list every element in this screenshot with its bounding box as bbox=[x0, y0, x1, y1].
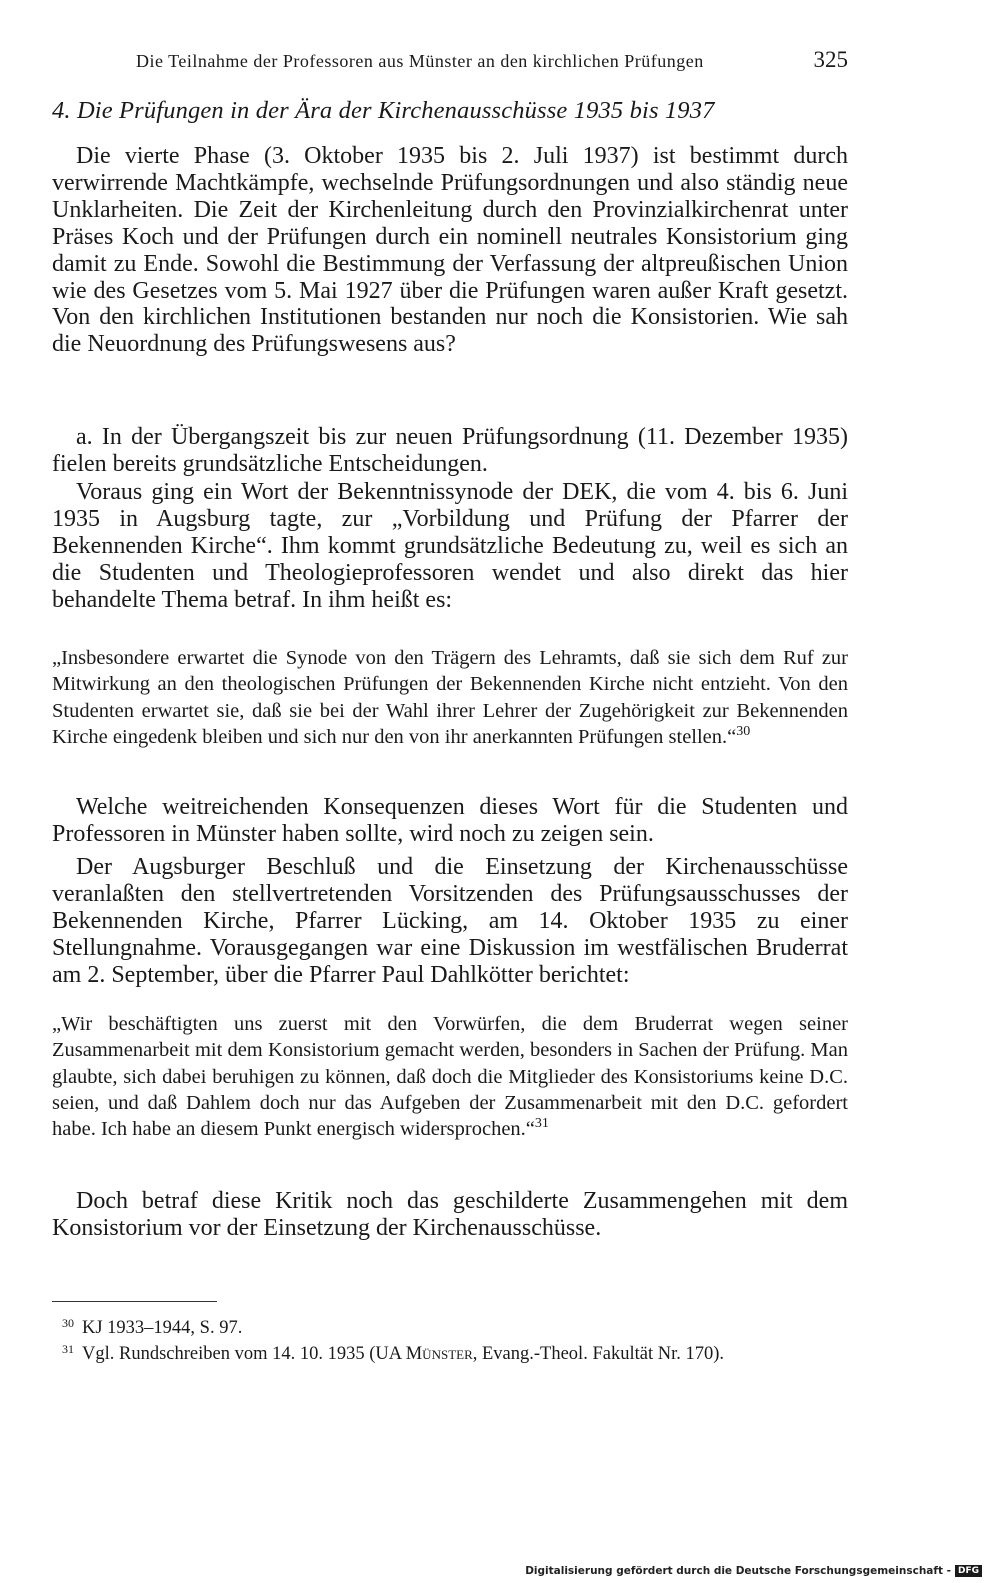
footnote-text: KJ 1933–1944, S. 97. bbox=[82, 1318, 243, 1338]
section-title: 4. Die Prüfungen in der Ära der Kirchenausschüsse 1935 bis 1937 bbox=[52, 97, 715, 124]
page-header bbox=[52, 47, 848, 80]
quote-synod bbox=[52, 645, 848, 750]
footnote-31 bbox=[62, 1342, 724, 1365]
paragraph-synod-word: Voraus ging ein Wort der Bekenntnissynode der DEK, die vom 4. bis 6. Juni 1935 in Augsburg tagte, zur „Vorbildung und Prüfung der Pfarrer der Bekennenden Kirche“. Ihm kommt grundsätzliche Bedeutung zu, weil es sich an die Studenten und Theologieprofessoren wendet und also direkt das hier behandelte Thema betraf. In ihm heißt es: bbox=[52, 479, 848, 613]
footnote-ref-30: 30 bbox=[736, 723, 751, 739]
footnote-number: 30 bbox=[62, 1316, 74, 1330]
quote-dahlkoetter-text: „Wir beschäftigten uns zuerst mit den Vorwürfen, die dem Bruderrat wegen seiner Zusammenarbeit mit dem Konsistorium gemacht werden, besonders in Sachen der Prüfung. Man glaubte, sich dabei beruhigen zu können, daß doch die Mitglieder des Konsistoriums keine D.C. seien, und daß Dahlem doch nur das Aufgeben der Zusammenarbeit mit den D.C. gefordert habe. Ich habe an diesem Punkt energisch widersprochen.“ bbox=[52, 1013, 848, 1141]
paragraph-augsburg: Der Augsburger Beschluß und die Einsetzung der Kirchenausschüsse veranlaßten den stellvertretenden Vorsitzenden des Prüfungsausschusses der Bekennenden Kirche, Pfarrer Lücking, am 14. Oktober 1935 zu einer Stellungnahme. Vorausgegangen war eine Diskussion im westfälischen Bruderrat am 2. September, über die Pfarrer Paul Dahlkötter berichtet: bbox=[52, 854, 848, 988]
quote-synod-text: „Insbesondere erwartet die Synode von den Trägern des Lehramts, daß sie sich dem Ruf zur Mitwirkung an den theologischen Prüfungen der Bekennenden Kirche nicht entzieht. Von den Studenten erwartet sie, daß sie bei der Wahl ihrer Lehrer der Zugehörigkeit zur Bekennenden Kirche eingedenk bleiben und sich nur den von ihr anerkannten Prüfungen stellen.“ bbox=[52, 647, 848, 748]
page-number: 325 bbox=[813, 47, 848, 72]
paragraph-consequences: Welche weitreichenden Konsequenzen dieses Wort für die Studenten und Professoren in Münster haben sollte, wird noch zu zeigen sein. bbox=[52, 794, 848, 847]
running-head: Die Teilnahme der Professoren aus Münster an den kirchlichen Prüfungen bbox=[136, 51, 704, 71]
paragraph-critique: Doch betraf diese Kritik noch das geschilderte Zusammengehen mit dem Konsistorium vor der Einsetzung der Kirchenausschüsse. bbox=[52, 1188, 848, 1241]
digitization-credit bbox=[525, 1565, 982, 1577]
footnote-text-end: , Evang.-Theol. Fakultät Nr. 170). bbox=[472, 1344, 724, 1364]
footnote-text: Vgl. Rundschreiben vom 14. 10. 1935 (UA bbox=[82, 1344, 406, 1364]
quote-dahlkoetter bbox=[52, 1011, 848, 1142]
footnote-number: 31 bbox=[62, 1342, 74, 1356]
paragraph-fourth-phase: Die vierte Phase (3. Oktober 1935 bis 2. Juli 1937) ist bestimmt durch verwirrende Machtkämpfe, wechselnde Prüfungsordnungen und also ständig neue Unklarheiten. Die Zeit der Kirchenleitung durch den Provinzialkirchenrat unter Präses Koch und der Prüfungen durch ein nominell neutrales Konsistorium ging damit zu Ende. Sowohl die Bestimmung der Verfassung der altpreußischen Union wie des Gesetzes vom 5. Mai 1927 über die Prüfungen waren außer Kraft gesetzt. Von den kirchlichen Institutionen bestanden nur noch die Konsistorien. Wie sah die Neuordnung des Prüfungswesens aus? bbox=[52, 143, 848, 358]
credit-text: Digitalisierung gefördert durch die Deutsche Forschungsgemeinschaft - bbox=[525, 1565, 951, 1577]
paragraph-transition: a. In der Übergangszeit bis zur neuen Prüfungsordnung (11. Dezember 1935) fielen bereits grundsätzliche Entscheidungen. bbox=[52, 424, 848, 477]
footnote-divider bbox=[52, 1301, 217, 1302]
footnote-archive-name: Münster bbox=[405, 1344, 473, 1364]
footnote-ref-31: 31 bbox=[534, 1116, 549, 1132]
dfg-logo: DFG bbox=[955, 1565, 982, 1577]
footnote-30 bbox=[62, 1316, 242, 1339]
